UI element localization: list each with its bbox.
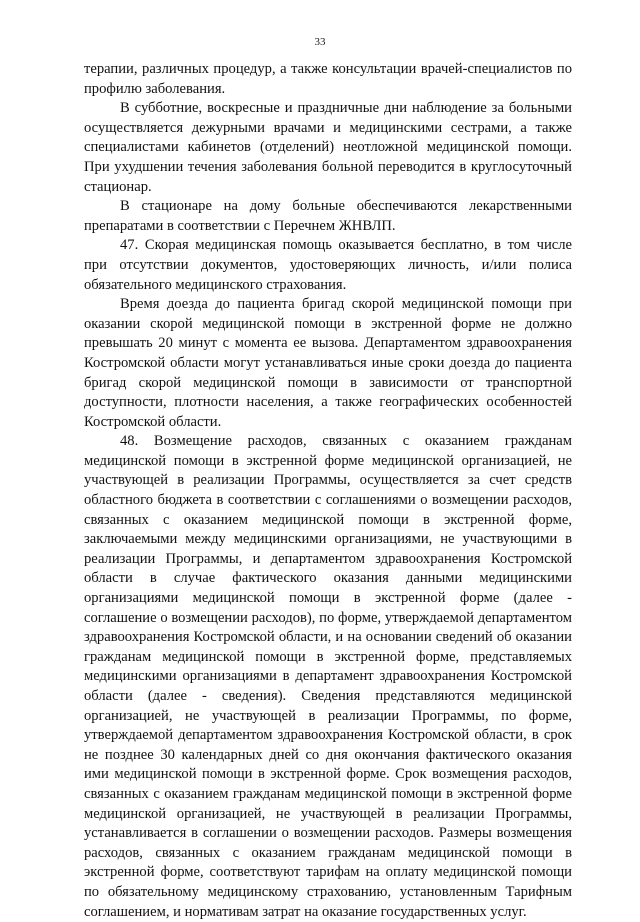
paragraph-48-reimbursement: 48. Возмещение расходов, связанных с оказанием гражданам медицинской помощи в экстренной форме медицинской организацией, не участвующей в реализации Программы, осуществляется за счет средств областного бюджета в соответствии с соглашениями о возмещении расходов, связанных с оказанием медицинской помощи в экстренной форме, заключаемыми между медицинскими организациями, не участвующими в реализации Программы, и департаментом здравоохранения Костромской области в случае фактического оказания данными медицинскими организациями медицинской помощи в экстренной форме (далее - соглашение о возмещении расходов), по форме, утверждаемой департаментом здравоохранения Костромской области, и на основании сведений об оказании гражданам медицинской помощи в экстренной форме, представляемых медицинскими организациями в департамент здравоохранения Костромской области (далее - сведения). Сведения представляются медицинской организацией, не участвующей в реализации Программы, по форме, утверждаемой департаментом здравоохранения Костромской области, в срок не позднее 30 календарных дней со дня окончания фактического оказания ими медицинской помощи в экстренной форме. Срок возмещения расходов, связанных с оказанием гражданам медицинской помощи в экстренной форме медицинской организацией, не участвующей в реализации Программы, устанавливается в соглашении о возмещении расходов. Размеры возмещения расходов, связанных с оказанием гражданам медицинской помощи в экстренной форме, соответствуют тарифам на оплату медицинской помощи по обязательному медицинскому страхованию, установленным Тарифным соглашением, и нормативам затрат на оказание государственных услуг. [84,433,572,920]
paragraph-home-hospital-drugs: В стационаре на дому больные обеспечиваются лекарственными препаратами в соответствии с Перечнем ЖНВЛП. [84,198,572,234]
paragraph-47-emergency-free: 47. Скорая медицинская помощь оказывается бесплатно, в том числе при отсутствии документов, удостоверяющих личность, и/или полиса обязательного медицинского страхования. [84,237,572,293]
document-body [84,60,572,922]
paragraph-continuation: терапии, различных процедур, а также консультации врачей-специалистов по профилю заболевания. [84,61,572,97]
page-number: 33 [314,36,326,48]
paragraph-weekend-observation: В субботние, воскресные и праздничные дни наблюдение за больными осуществляется дежурными врачами и медицинскими сестрами, а также специалистами кабинетов (отделений) неотложной медицинской помощи. При ухудшении течения заболевания больной переводится в круглосуточный стационар. [84,100,572,195]
paragraph-arrival-time: Время доезда до пациента бригад скорой медицинской помощи при оказании скорой медицинской помощи в экстренной форме не должно превышать 20 минут с момента ее вызова. Департаментом здравоохранения Костромской области могут устанавливаться иные сроки доезда до пациента бригад скорой медицинской помощи в зависимости от транспортной доступности, плотности населения, а также географических особенностей Костромской области. [84,296,572,430]
